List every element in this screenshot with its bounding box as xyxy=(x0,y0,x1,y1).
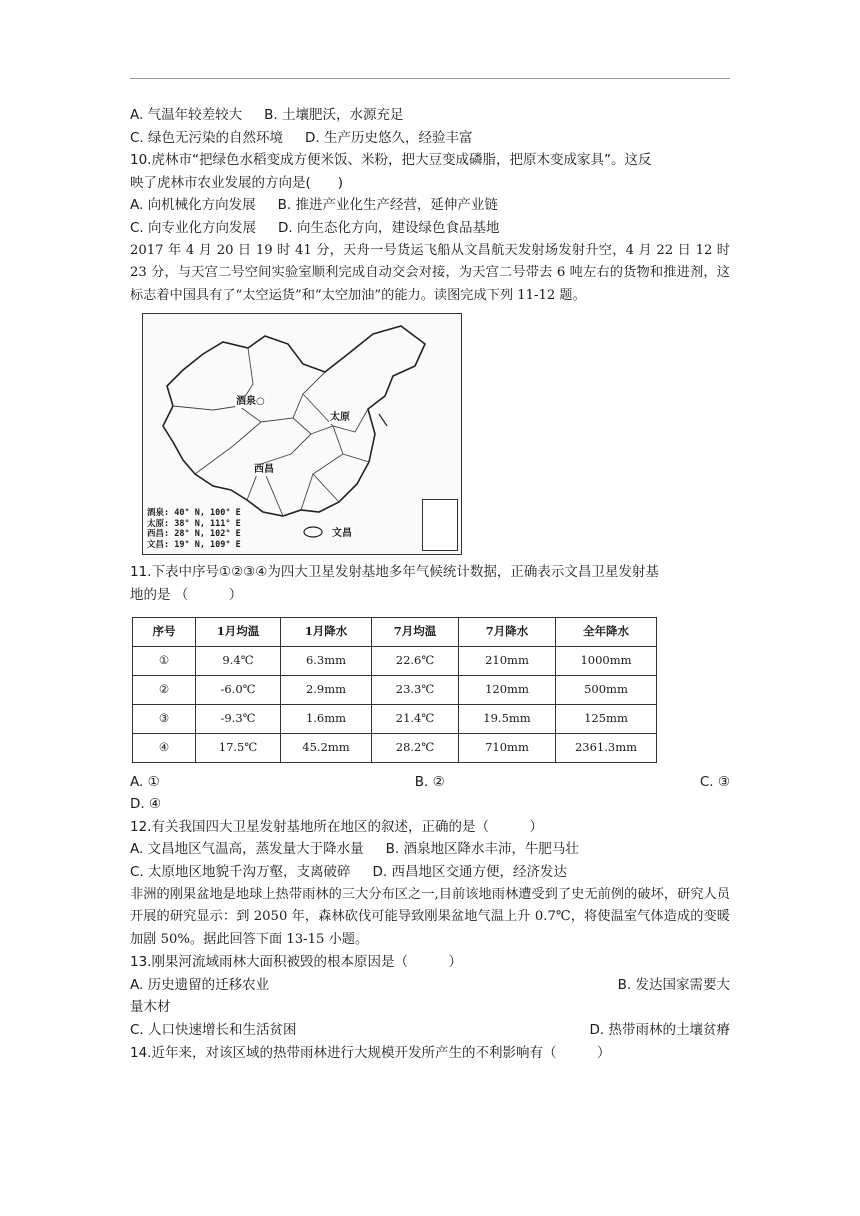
q14-stem: 14.近年来，对该区域的热带雨林进行大规模开发所产生的不利影响有（ ） xyxy=(130,1044,611,1061)
table-cell: 21.4℃ xyxy=(372,704,459,733)
q11-option-c[interactable]: C. ③ xyxy=(699,773,730,790)
table-cell: -9.3℃ xyxy=(196,704,281,733)
table-cell: ④ xyxy=(133,733,196,762)
legend-line: 西昌: 28° N, 102° E xyxy=(147,529,241,540)
q13-option-b-cont: 量木材 xyxy=(130,999,171,1016)
table-cell: 6.3mm xyxy=(281,646,372,675)
table-header: 7月均温 xyxy=(372,617,459,646)
table-cell: 500mm xyxy=(556,675,657,704)
q11-options-row xyxy=(130,771,730,794)
q11-stem-line1: 11.下表中序号①②③④为四大卫星发射基地多年气候统计数据，正确表示文昌卫星发射基 xyxy=(130,564,659,581)
q12-options-row2 xyxy=(130,861,730,884)
q13-option-d[interactable]: D. 热带雨林的土壤贫瘠 xyxy=(589,1022,730,1039)
table-cell: 1000mm xyxy=(556,646,657,675)
table-header: 序号 xyxy=(133,617,196,646)
q10-option-a[interactable]: A. 向机械化方向发展 xyxy=(130,197,256,214)
q12-option-d[interactable]: D. 西昌地区交通方便，经济发达 xyxy=(372,863,567,880)
table-cell: -6.0℃ xyxy=(196,675,281,704)
table-cell: ③ xyxy=(133,704,196,733)
q11-option-d[interactable]: D. ④ xyxy=(130,796,162,813)
table-header-row xyxy=(133,617,657,646)
table-header: 7月降水 xyxy=(459,617,556,646)
table-cell: 2361.3mm xyxy=(556,733,657,762)
table-header: 全年降水 xyxy=(556,617,657,646)
table-cell: 28.2℃ xyxy=(372,733,459,762)
table-cell: 22.6℃ xyxy=(372,646,459,675)
q12-option-c[interactable]: C. 太原地区地貌千沟万壑，支离破碎 xyxy=(130,863,351,880)
q13-options-row2 xyxy=(130,1019,730,1042)
q10-options-row2 xyxy=(130,217,730,240)
table-cell: ② xyxy=(133,675,196,704)
table-cell: 210mm xyxy=(459,646,556,675)
q11-option-b[interactable]: B. ② xyxy=(414,773,445,790)
q12-stem: 12.有关我国四大卫星发射基地所在地区的叙述，正确的是（ ） xyxy=(130,818,543,835)
header-rule xyxy=(130,78,730,79)
q10-option-c[interactable]: C. 向专业化方向发展 xyxy=(130,219,257,236)
table-header: 1月均温 xyxy=(196,617,281,646)
legend-line: 酒泉: 40° N, 100° E xyxy=(147,508,241,519)
city-label-taiyuan: 太原 xyxy=(330,412,350,424)
q12-options-row1 xyxy=(130,838,730,861)
q9-option-d[interactable]: D. 生产历史悠久，经验丰富 xyxy=(305,129,473,146)
table-cell: ① xyxy=(133,646,196,675)
table-header: 1月降水 xyxy=(281,617,372,646)
q10-stem-line2: 映了虎林市农业发展的方向是( ) xyxy=(130,174,344,191)
table-cell: 45.2mm xyxy=(281,733,372,762)
china-map xyxy=(142,313,462,555)
table-row xyxy=(133,646,657,675)
table-row xyxy=(133,675,657,704)
table-cell: 125mm xyxy=(556,704,657,733)
q9-options-row1 xyxy=(130,104,730,127)
legend-line: 太原: 38° N, 111° E xyxy=(147,518,241,529)
table-cell: 9.4℃ xyxy=(196,646,281,675)
passage-congo: 非洲的刚果盆地是地球上热带雨林的三大分布区之一,目前该地雨林遭受到了史无前例的破坏，研究人员开展的研究显示：到 2050 年，森林砍伐可能导致刚果盆地气温上升 0.7℃，将使温室气体造成的变暖加剧 50%。据此回答下面 13-15 小题。 xyxy=(130,886,730,947)
table-cell: 1.6mm xyxy=(281,704,372,733)
legend-line: 文昌: 19° N, 109° E xyxy=(147,539,241,550)
q9-option-b[interactable]: B. 土壤肥沃，水源充足 xyxy=(264,107,404,123)
q13-option-b[interactable]: B. 发达国家需要大 xyxy=(617,976,730,993)
q11-option-d-row xyxy=(130,793,730,816)
q13-stem: 13.刚果河流域雨林大面积被毁的根本原因是（ ） xyxy=(130,954,462,971)
table-cell: 710mm xyxy=(459,733,556,762)
table-cell: 120mm xyxy=(459,675,556,704)
q13-options-row1 xyxy=(130,974,730,997)
climate-table xyxy=(132,617,657,763)
city-label-xichang: 西昌 xyxy=(254,464,274,476)
table-cell: 23.3℃ xyxy=(372,675,459,704)
q10-options-row1 xyxy=(130,194,730,217)
table-row xyxy=(133,733,657,762)
table-cell: 19.5mm xyxy=(459,704,556,733)
q11-option-a[interactable]: A. ① xyxy=(130,773,160,790)
city-label-wenchang: 文昌 xyxy=(332,528,352,540)
map-legend xyxy=(147,508,241,550)
q12-option-a[interactable]: A. 文昌地区气温高，蒸发量大于降水量 xyxy=(130,841,364,858)
q13-option-a[interactable]: A. 历史遗留的迁移农业 xyxy=(130,976,270,993)
q10-option-d[interactable]: D. 向生态化方向，建设绿色食品基地 xyxy=(278,219,500,236)
q11-stem-line2: 地的是 （ ） xyxy=(130,586,243,603)
q9-option-a[interactable]: A. 气温年较差较大 xyxy=(130,107,243,123)
q13-option-c[interactable]: C. 人口快速增长和生活贫困 xyxy=(130,1022,297,1039)
passage-tianzhou: 2017 年 4 月 20 日 19 时 41 分，天舟一号货运飞船从文昌航天发射场发射升空，4 月 22 日 12 时 23 分，与天宫二号空间实验室顺利完成自动交会对接，为天宫二号带去 6 吨左右的货物和推进剂，这标志着中国具有了“太空运货”和“太空加油”的能力。读图完成下列 11-12 题。 xyxy=(130,242,730,303)
q10-option-b[interactable]: B. 推进产业化生产经营，延伸产业链 xyxy=(277,197,498,214)
table-cell: 2.9mm xyxy=(281,675,372,704)
table-row xyxy=(133,704,657,733)
q12-option-b[interactable]: B. 酒泉地区降水丰沛，牛肥马壮 xyxy=(385,841,579,858)
south-china-sea-inset xyxy=(422,499,458,551)
q9-options-row2 xyxy=(130,127,730,150)
table-cell: 17.5℃ xyxy=(196,733,281,762)
exam-page xyxy=(130,104,730,1064)
q9-option-c[interactable]: C. 绿色无污染的自然环境 xyxy=(130,129,284,146)
q10-stem-line1: 10.虎林市“把绿色水稻变成方便米饭、米粉，把大豆变成磷脂，把原木变成家具”。这反 xyxy=(130,152,652,169)
city-label-jiuquan: 酒泉○ xyxy=(236,396,265,408)
